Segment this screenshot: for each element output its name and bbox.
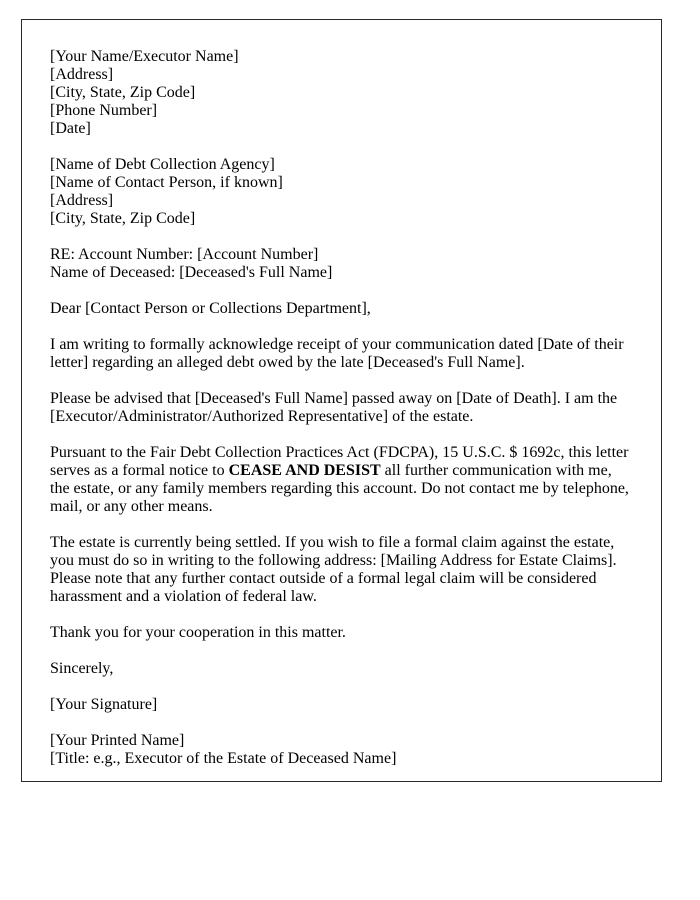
letter-document [21,19,662,782]
recipient-agency-name: [Name of Debt Collection Agency] [50,156,275,173]
reference-block [50,246,633,282]
cease-and-desist-emphasis: CEASE AND DESIST [228,462,381,479]
signature-placeholder: [Your Signature] [50,696,158,713]
recipient-contact-person: [Name of Contact Person, if known] [50,174,283,191]
paragraph-cease-and-desist [50,444,633,516]
letter-date: [Date] [50,120,91,137]
paragraph-deceased-notice: Please be advised that [Deceased's Full Name] passed away on [Date of Death]. I am the [Executor/Administrator/Authorized Representative] of the estate. [50,390,618,425]
sender-address: [Address] [50,66,114,83]
reference-account-number: RE: Account Number: [Account Number] [50,246,319,263]
sender-block [50,48,633,138]
salutation: Dear [Contact Person or Collections Department], [50,300,371,317]
recipient-city-state-zip: [City, State, Zip Code] [50,210,196,227]
cease-paragraph-tail: all further communication with me, the estate, or any family members regarding this account. Do not contact me by telephone, mail, or any other means. [50,462,629,515]
reference-deceased-name: Name of Deceased: [Deceased's Full Name] [50,264,333,281]
paragraph-acknowledge-receipt: I am writing to formally acknowledge receipt of your communication dated [Date of their letter] regarding an alleged debt owed by the late [Deceased's Full Name]. [50,336,624,371]
recipient-block [50,156,633,228]
sender-phone: [Phone Number] [50,102,158,119]
sender-city-state-zip: [City, State, Zip Code] [50,84,196,101]
signoff-block [50,732,633,768]
cease-paragraph-lead: Pursuant to the Fair Debt Collection Practices Act (FDCPA), 15 U.S.C. $ 1692c, this letter serves as a formal notice to [50,444,629,479]
sender-name: [Your Name/Executor Name] [50,48,239,65]
closing: Sincerely, [50,660,114,677]
recipient-address: [Address] [50,192,114,209]
paragraph-thank-you: Thank you for your cooperation in this matter. [50,624,346,641]
paragraph-estate-claims: The estate is currently being settled. If you wish to file a formal claim against the estate, you must do so in writing to the following address: [Mailing Address for Estate Claims]. Please note that any further contact outside of a formal legal claim will be considered harassment and a violation of federal law. [50,534,617,605]
printed-name-placeholder: [Your Printed Name] [50,732,185,749]
title-placeholder: [Title: e.g., Executor of the Estate of Deceased Name] [50,750,397,767]
